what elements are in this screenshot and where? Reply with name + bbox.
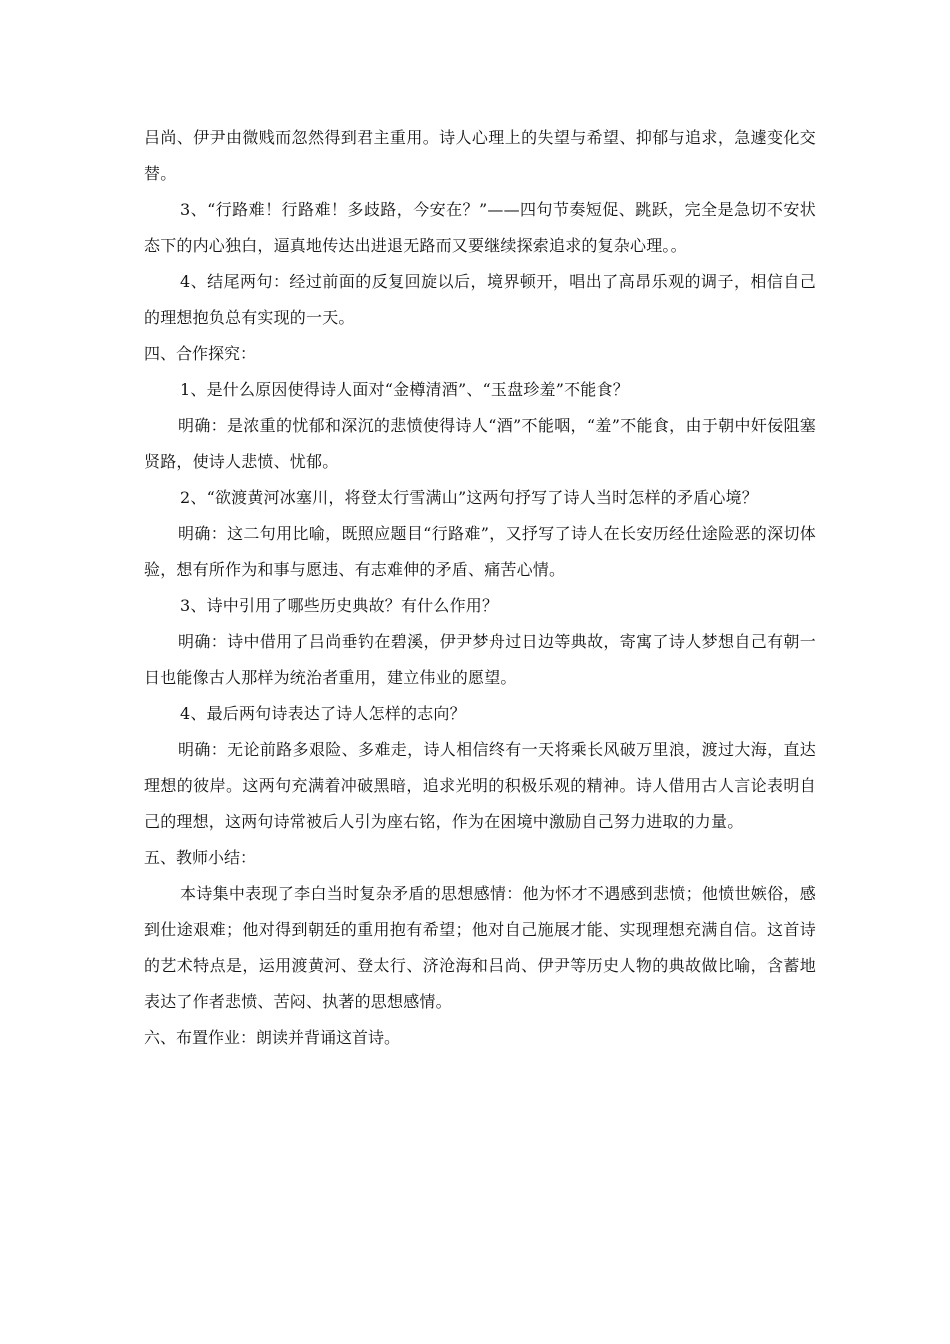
answer-1: 明确：是浓重的忧郁和深沉的悲愤使得诗人“酒”不能咽，“羞”不能食，由于朝中奸佞阻塞贤路，使诗人悲愤、忧郁。 [144,416,816,471]
answer-4: 明确：无论前路多艰险、多难走，诗人相信终有一天将乘长风破万里浪，渡过大海，直达理想的彼岸。这两句充满着冲破黑暗，追求光明的积极乐观的精神。诗人借用古人言论表明自己的理想，这两句诗常被后人引为座右铭，作为在困境中激励自己努力进取的力量。 [144,740,816,831]
section-heading-homework: 六、布置作业：朗读并背诵这首诗。 [144,1028,401,1047]
paragraph-point-3: 3、“行路难！行路难！多歧路，今安在？”——四句节奏短促、跳跃，完全是急切不安状态下的内心独白，逼真地传达出进退无路而又要继续探索追求的复杂心理。。 [144,200,816,255]
paragraph-lv-shang-yi-yin: 吕尚、伊尹由微贱而忽然得到君主重用。诗人心理上的失望与希望、抑郁与追求，急遽变化交替。 [144,128,816,183]
paragraph-point-4: 4、结尾两句：经过前面的反复回旋以后，境界顿开，唱出了高昂乐观的调子，相信自己的理想抱负总有实现的一天。 [144,272,816,327]
question-2: 2、“欲渡黄河冰塞川，将登太行雪满山”这两句抒写了诗人当时怎样的矛盾心境？ [180,488,758,507]
section-heading-cooperative-inquiry: 四、合作探究： [144,344,257,363]
answer-3: 明确：诗中借用了吕尚垂钓在碧溪，伊尹梦舟过日边等典故，寄寓了诗人梦想自己有朝一日也能像古人那样为统治者重用，建立伟业的愿望。 [144,632,816,687]
summary-paragraph: 本诗集中表现了李白当时复杂矛盾的思想感情：他为怀才不遇感到悲愤；他愤世嫉俗，感到仕途艰难；他对得到朝廷的重用抱有希望；他对自己施展才能、实现理想充满自信。这首诗的艺术特点是，运用渡黄河、登太行、济沧海和吕尚、伊尹等历史人物的典故做比喻，含蓄地表达了作者悲愤、苦闷、执著的思想感情。 [144,884,816,1011]
section-heading-teacher-summary: 五、教师小结： [144,848,257,867]
question-4: 4、最后两句诗表达了诗人怎样的志向？ [180,704,466,723]
question-3: 3、诗中引用了哪些历史典故？有什么作用？ [180,596,499,615]
question-1: 1、是什么原因使得诗人面对“金樽清酒”、“玉盘珍羞”不能食？ [180,380,629,399]
answer-2: 明确：这二句用比喻，既照应题目“行路难”，又抒写了诗人在长安历经仕途险恶的深切体验，想有所作为和事与愿违、有志难伸的矛盾、痛苦心情。 [144,524,816,579]
document-body [144,120,816,1056]
